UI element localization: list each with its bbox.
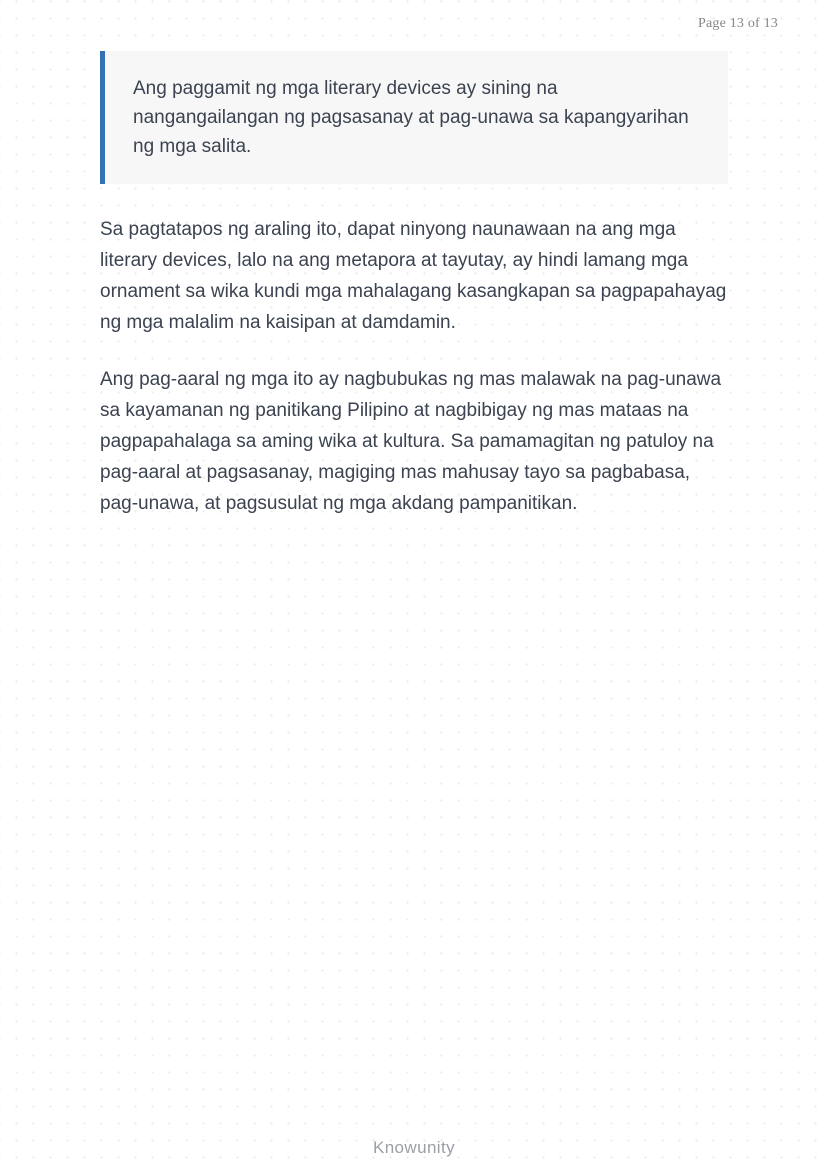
quote-text: Ang paggamit ng mga literary devices ay sining na nangangailangan ng pagsasanay at pag-unawa sa kapangyarihan ng mga salita.: [133, 78, 689, 157]
page-indicator: Page 13 of 13: [698, 16, 778, 31]
body-paragraph-2: Ang pag-aaral ng mga ito ay nagbubukas ng mas malawak na pag-unawa sa kayamanan ng panitikang Pilipino at nagbibigay ng mas mataas na pagpapahalaga sa aming wika at kultura. Sa pamamagitan ng patuloy na pag-aaral at pagsasanay, magiging mas mahusay tayo sa pagbabasa, pag-unawa, at pagsusulat ng mga akdang pampanitikan.: [100, 369, 722, 514]
document-content: [100, 51, 728, 545]
brand-wordmark: Knowunity: [372, 1138, 456, 1157]
body-paragraph-1: Sa pagtatapos ng araling ito, dapat ninyong naunawaan na ang mga literary devices, lalo na ang metapora at tayutay, ay hindi lamang mga ornament sa wika kundi mga mahalagang kasangkapan sa pagpapahayag ng mga malalim na kaisipan at damdamin.: [100, 219, 727, 333]
quote-callout: [100, 51, 728, 184]
page-footer: [0, 1138, 828, 1158]
